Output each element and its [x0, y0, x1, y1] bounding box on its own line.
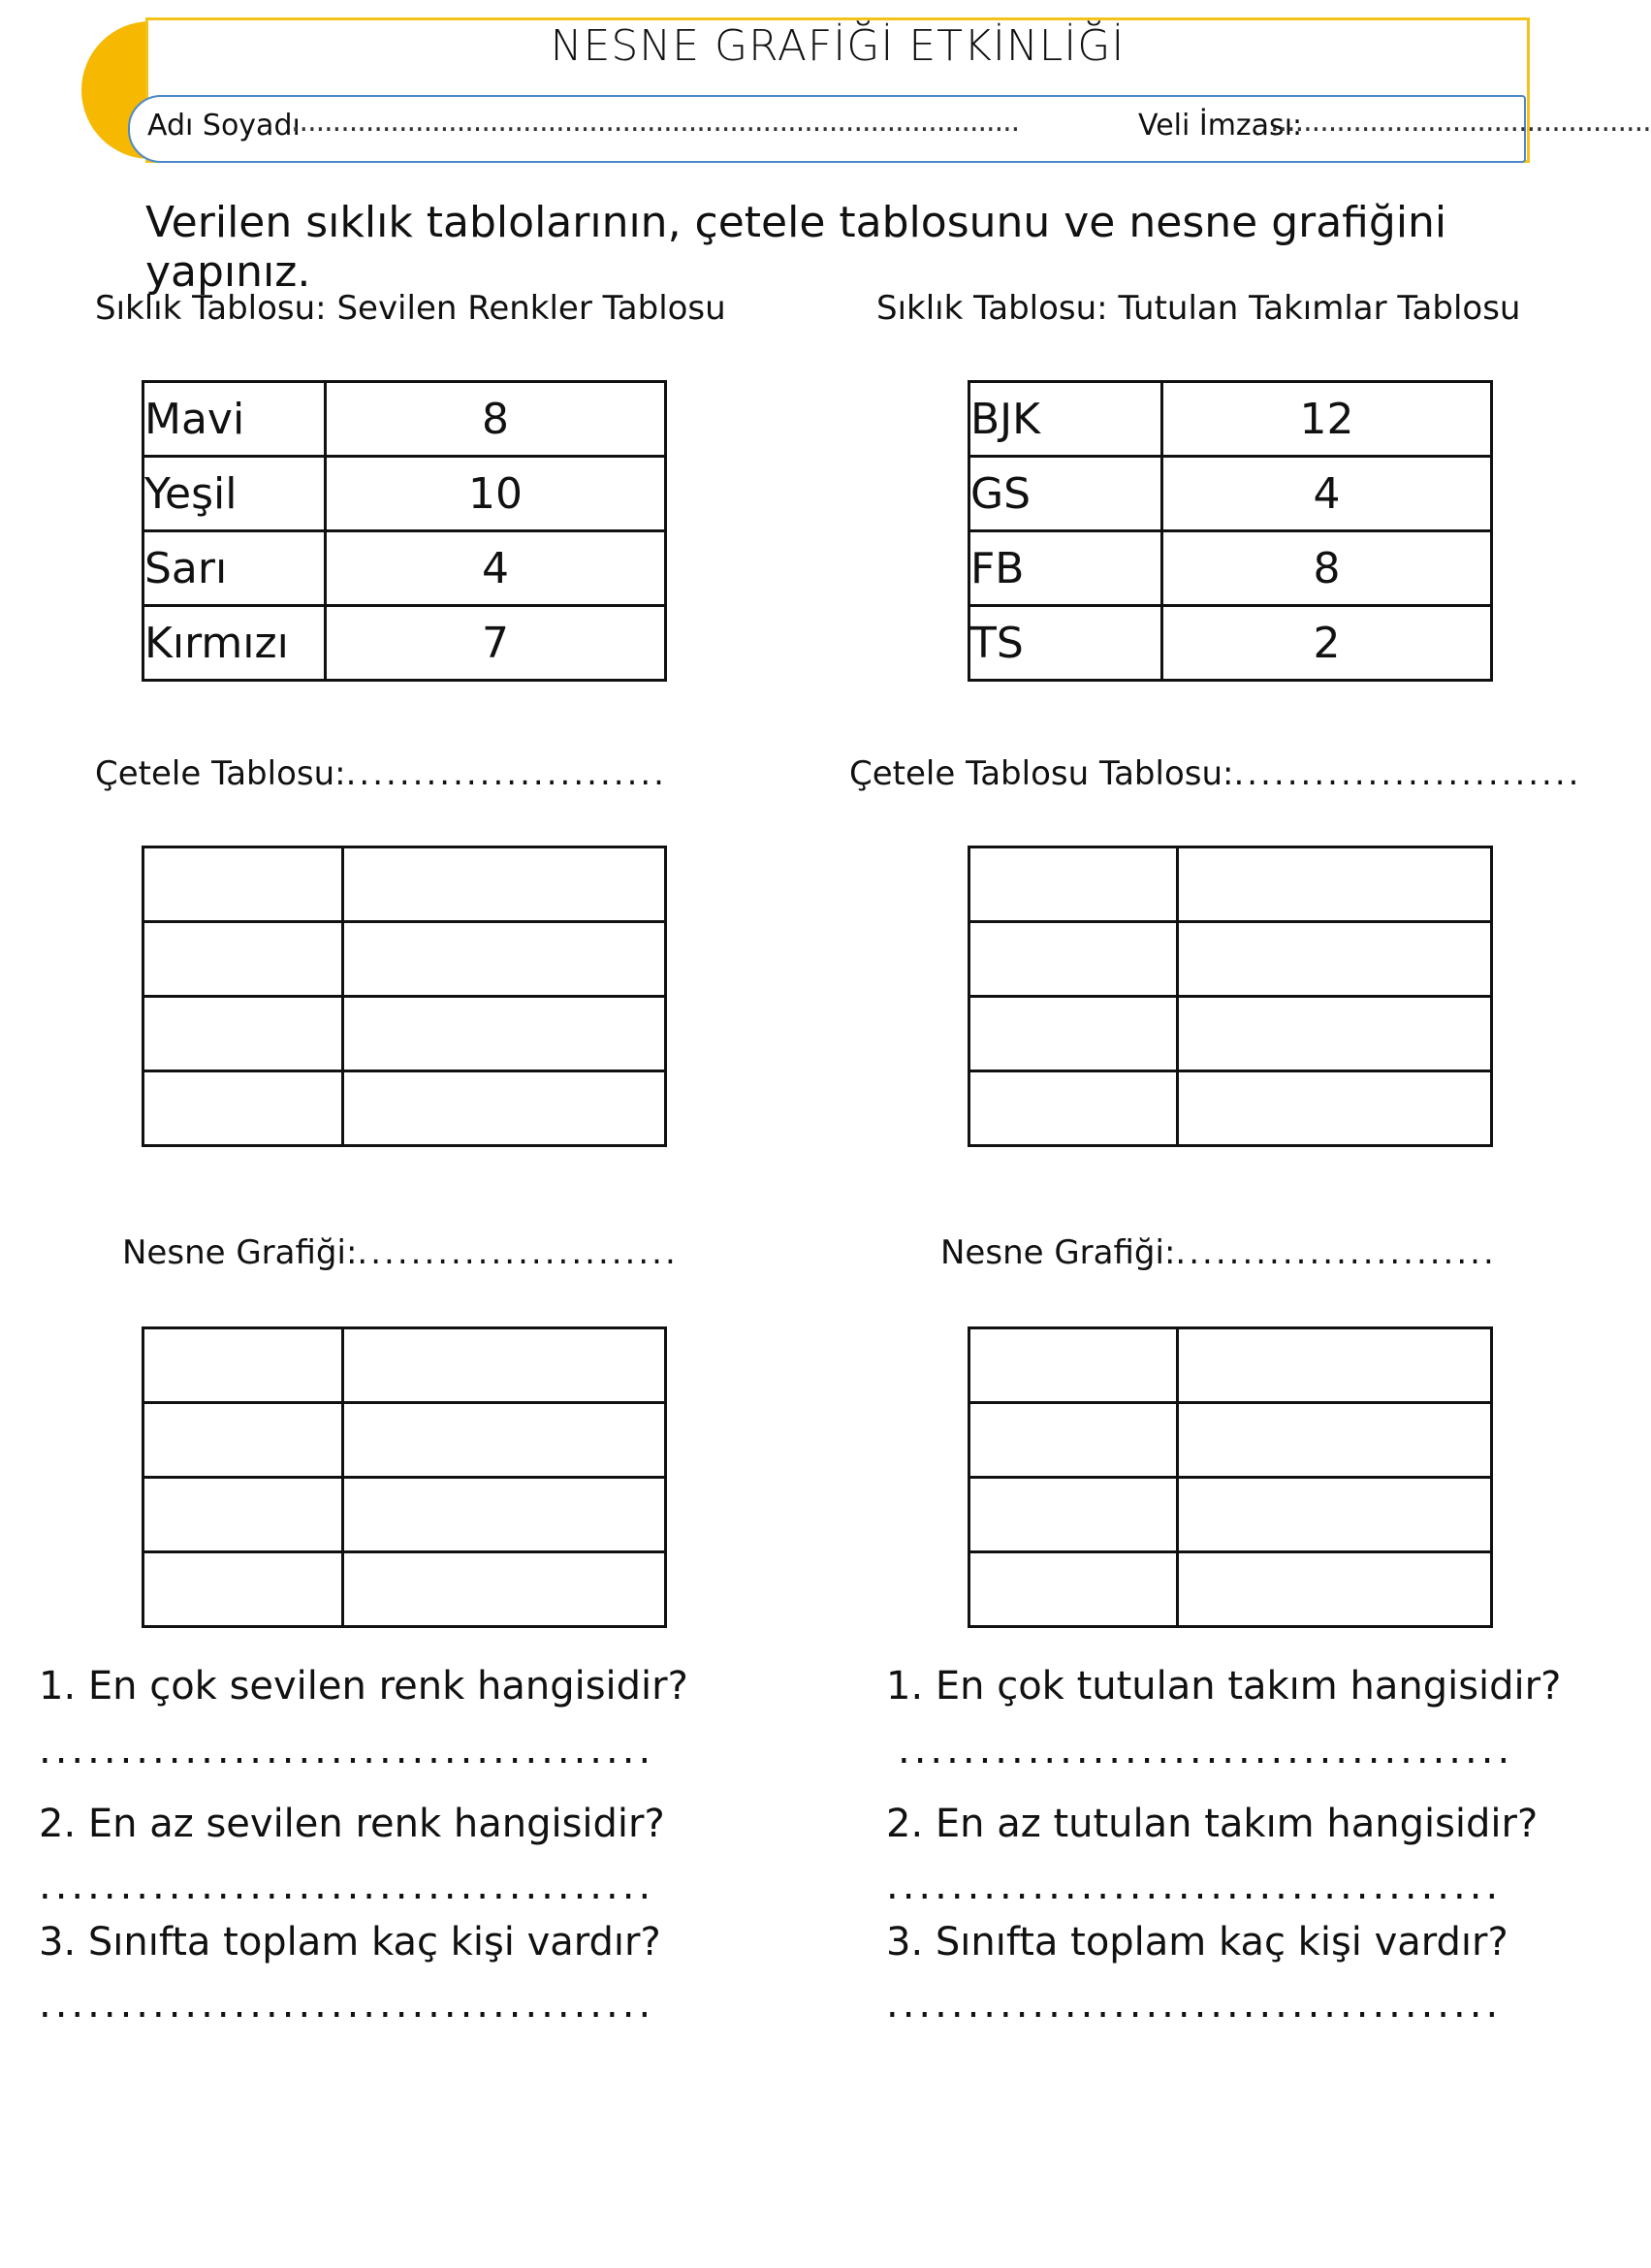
left-question-1: 1. En çok sevilen renk hangisidir? — [39, 1664, 688, 1709]
table-row — [969, 382, 1492, 457]
tally-cell[interactable] — [969, 997, 1178, 1071]
table-row — [969, 847, 1492, 922]
table-row — [969, 1403, 1492, 1478]
freq-value: 4 — [1162, 457, 1492, 531]
left-freq-caption: Sıklık Tablosu: Sevilen Renkler Tablosu — [95, 289, 726, 328]
left-answer-3[interactable]: ...................................... — [39, 1982, 655, 2027]
left-object-graph-table — [142, 1326, 667, 1628]
graph-cell[interactable] — [343, 1478, 666, 1552]
table-row — [143, 457, 666, 531]
right-answer-2[interactable]: ...................................... — [886, 1864, 1503, 1908]
tally-cell[interactable] — [143, 1071, 343, 1146]
left-question-3: 3. Sınıfta toplam kaç kişi vardır? — [39, 1920, 661, 1965]
freq-label: Sarı — [143, 531, 326, 606]
graph-cell[interactable] — [143, 1328, 343, 1403]
graph-cell[interactable] — [969, 1552, 1178, 1627]
freq-label: BJK — [969, 382, 1162, 457]
freq-label: FB — [969, 531, 1162, 606]
graph-cell[interactable] — [143, 1552, 343, 1627]
freq-label: Yeşil — [143, 457, 326, 531]
left-tally-caption — [95, 754, 667, 793]
freq-label: TS — [969, 606, 1162, 681]
table-row — [143, 997, 666, 1071]
right-answer-3[interactable]: ...................................... — [886, 1982, 1503, 2027]
right-freq-caption: Sıklık Tablosu: Tutulan Takımlar Tablosu — [876, 289, 1521, 328]
left-answer-1[interactable]: ...................................... — [39, 1728, 655, 1773]
graph-cell[interactable] — [343, 1328, 666, 1403]
left-answer-2[interactable]: ...................................... — [39, 1864, 655, 1908]
freq-label: Kırmızı — [143, 606, 326, 681]
table-row — [143, 1552, 666, 1627]
page-title: NESNE GRAFİĞİ ETKİNLİĞİ — [550, 21, 1126, 71]
right-question-3: 3. Sınıfta toplam kaç kişi vardır? — [886, 1920, 1508, 1965]
freq-value: 8 — [1162, 531, 1492, 606]
parent-signature-input[interactable]: .............................................. — [1270, 105, 1651, 139]
graph-cell[interactable] — [1178, 1403, 1492, 1478]
instruction-text: Verilen sıklık tablolarının, çetele tablosunu ve nesne grafiğini yapınız. — [145, 198, 1447, 297]
tally-cell[interactable] — [343, 847, 666, 922]
left-tally-table — [142, 846, 667, 1147]
left-tally-caption-label: Çetele Tablosu: — [95, 754, 346, 793]
tally-cell[interactable] — [343, 922, 666, 997]
tally-cell[interactable] — [143, 922, 343, 997]
tally-cell[interactable] — [343, 997, 666, 1071]
name-label: Adı Soyadı — [147, 109, 301, 143]
right-frequency-table — [968, 380, 1493, 682]
table-row — [143, 847, 666, 922]
right-object-graph-table — [968, 1326, 1493, 1628]
freq-label: GS — [969, 457, 1162, 531]
graph-cell[interactable] — [143, 1478, 343, 1552]
table-row — [143, 1071, 666, 1146]
right-object-title-input[interactable]: ........................ — [1175, 1233, 1497, 1272]
freq-label: Mavi — [143, 382, 326, 457]
right-tally-table — [968, 846, 1493, 1147]
right-tally-caption-label: Çetele Tablosu Tablosu: — [849, 754, 1234, 793]
freq-value: 8 — [326, 382, 666, 457]
tally-cell[interactable] — [969, 847, 1178, 922]
right-question-2: 2. En az tutulan takım hangisidir? — [886, 1802, 1539, 1846]
freq-value: 2 — [1162, 606, 1492, 681]
table-row — [143, 531, 666, 606]
left-frequency-table — [142, 380, 667, 682]
freq-value: 7 — [326, 606, 666, 681]
right-object-caption-label: Nesne Grafiği: — [940, 1233, 1176, 1272]
table-row — [969, 1552, 1492, 1627]
table-row — [143, 922, 666, 997]
graph-cell[interactable] — [1178, 1552, 1492, 1627]
freq-value: 10 — [326, 457, 666, 531]
tally-cell[interactable] — [1178, 997, 1492, 1071]
right-answer-1[interactable]: ...................................... — [898, 1728, 1514, 1773]
tally-cell[interactable] — [1178, 847, 1492, 922]
graph-cell[interactable] — [969, 1478, 1178, 1552]
table-row — [143, 1328, 666, 1403]
graph-cell[interactable] — [343, 1552, 666, 1627]
tally-cell[interactable] — [1178, 922, 1492, 997]
table-row — [969, 531, 1492, 606]
right-object-caption — [940, 1233, 1497, 1272]
freq-value: 4 — [326, 531, 666, 606]
graph-cell[interactable] — [969, 1328, 1178, 1403]
table-row — [969, 1328, 1492, 1403]
left-object-caption-label: Nesne Grafiği: — [122, 1233, 358, 1272]
graph-cell[interactable] — [969, 1403, 1178, 1478]
parent-signature-label: Veli İmzası: — [1138, 109, 1303, 143]
tally-cell[interactable] — [343, 1071, 666, 1146]
name-input[interactable]: ........................................................................................ — [291, 105, 1020, 139]
table-row — [969, 606, 1492, 681]
table-row — [143, 382, 666, 457]
left-object-caption — [122, 1233, 679, 1272]
table-row — [969, 997, 1492, 1071]
table-row — [969, 1071, 1492, 1146]
left-question-2: 2. En az sevilen renk hangisidir? — [39, 1802, 665, 1846]
tally-cell[interactable] — [969, 922, 1178, 997]
graph-cell[interactable] — [343, 1403, 666, 1478]
graph-cell[interactable] — [1178, 1478, 1492, 1552]
table-row — [969, 922, 1492, 997]
table-row — [969, 1478, 1492, 1552]
table-row — [969, 457, 1492, 531]
table-row — [143, 1403, 666, 1478]
tally-cell[interactable] — [1178, 1071, 1492, 1146]
table-row — [143, 606, 666, 681]
left-tally-title-input[interactable]: ........................ — [345, 754, 667, 793]
graph-cell[interactable] — [143, 1403, 343, 1478]
freq-value: 12 — [1162, 382, 1492, 457]
tally-cell[interactable] — [143, 997, 343, 1071]
left-object-title-input[interactable]: ........................ — [357, 1233, 679, 1272]
tally-cell[interactable] — [969, 1071, 1178, 1146]
right-tally-caption — [849, 754, 1581, 793]
graph-cell[interactable] — [1178, 1328, 1492, 1403]
right-tally-title-input[interactable]: .......................... — [1233, 754, 1582, 793]
tally-cell[interactable] — [143, 847, 343, 922]
table-row — [143, 1478, 666, 1552]
right-question-1: 1. En çok tutulan takım hangisidir? — [886, 1664, 1562, 1709]
